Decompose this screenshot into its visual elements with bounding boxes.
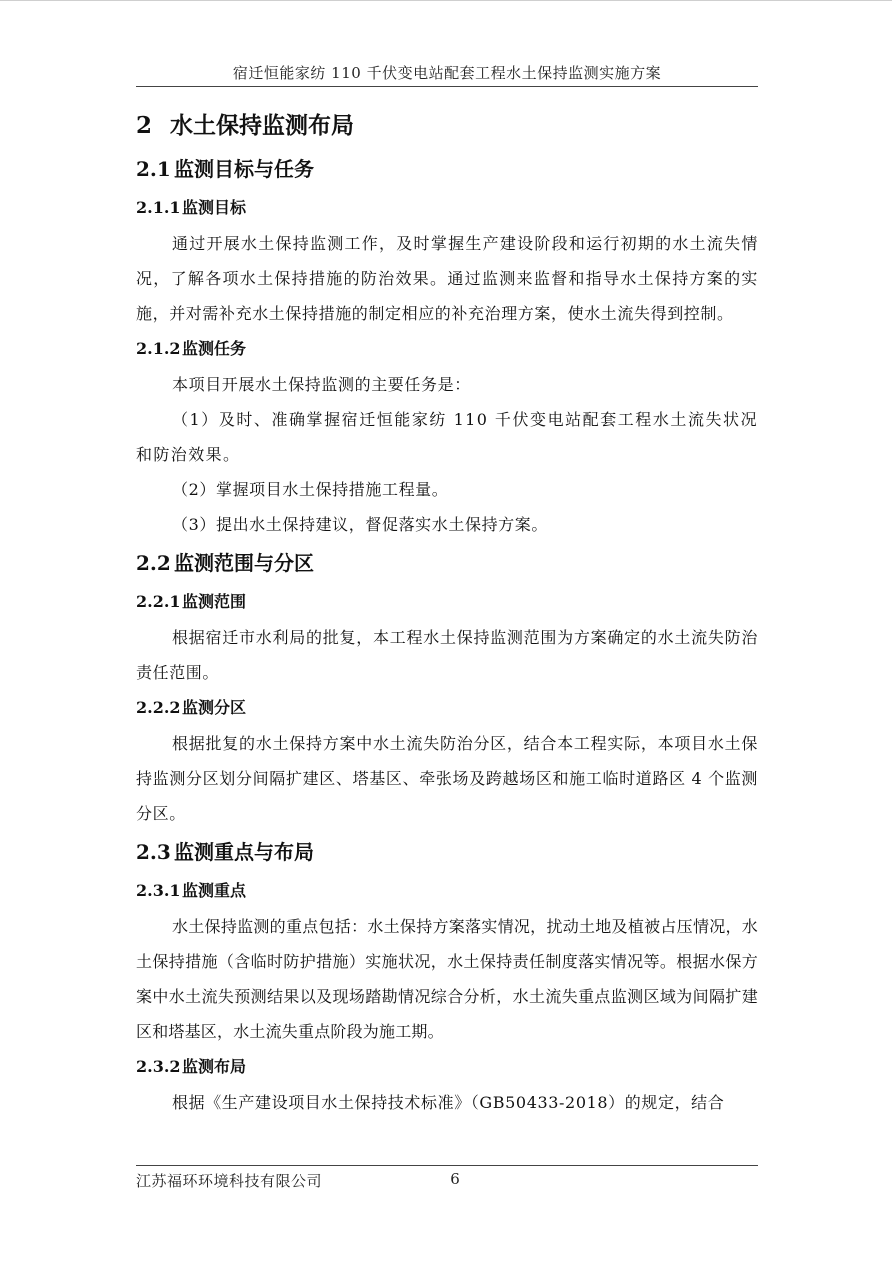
running-header: 宿迁恒能家纺 110 千伏变电站配套工程水土保持监测实施方案 [232, 64, 662, 82]
chapter-number: 2 [136, 112, 153, 139]
subsection-heading-2-3-2 [136, 1049, 758, 1085]
subsection-title: 监测重点 [182, 881, 247, 900]
paragraph-monitoring-layout: 根据《生产建设项目水土保持技术标准》（GB50433-2018）的规定，结合 [172, 1093, 725, 1112]
subsection-number: 2.2.1 [136, 592, 181, 611]
page-number: 6 [450, 1170, 460, 1188]
section-heading-2-3 [136, 831, 758, 873]
paragraph-monitoring-goal: 通过开展水土保持监测工作，及时掌握生产建设阶段和运行初期的水土流失情况，了解各项水土保持措施的防治效果。通过监测来监督和指导水土保持方案的实施，并对需补充水土保持措施的制定相应的补充治理方案，使水土流失得到控制。 [136, 234, 758, 323]
paragraph-monitoring-scope: 根据宿迁市水利局的批复，本工程水土保持监测范围为方案确定的水土流失防治责任范围。 [136, 628, 758, 682]
subsection-title: 监测目标 [182, 198, 247, 217]
paragraph-monitoring-zones: 根据批复的水土保持方案中水土流失防治分区，结合本工程实际，本项目水土保持监测分区划分间隔扩建区、塔基区、牵张场及跨越场区和施工临时道路区 4 个监测分区。 [136, 734, 758, 823]
subsection-heading-2-2-2 [136, 690, 758, 726]
list-item-task-1: （1）及时、准确掌握宿迁恒能家纺 110 千伏变电站配套工程水土流失状况和防治效果。 [136, 410, 758, 464]
footer-rule [136, 1165, 758, 1166]
subsection-heading-2-1-2 [136, 331, 758, 367]
section-title: 监测范围与分区 [174, 551, 314, 575]
section-title: 监测重点与布局 [174, 840, 314, 864]
section-heading-2-2 [136, 542, 758, 584]
section-number: 2.1 [136, 157, 171, 181]
section-heading-2-1 [136, 148, 758, 190]
subsection-title: 监测范围 [182, 592, 247, 611]
subsection-number: 2.3.1 [136, 881, 181, 900]
paragraph-monitoring-focus: 水土保持监测的重点包括：水土保持方案落实情况，扰动土地及植被占压情况，水土保持措施（含临时防护措施）实施状况，水土保持责任制度落实情况等。根据水保方案中水土流失预测结果以及现场踏勘情况综合分析，水土流失重点监测区域为间隔扩建区和塔基区，水土流失重点阶段为施工期。 [136, 917, 758, 1041]
subsection-heading-2-2-1 [136, 584, 758, 620]
subsection-title: 监测布局 [182, 1057, 247, 1076]
chapter-title: 水土保持监测布局 [170, 112, 354, 139]
subsection-number: 2.3.2 [136, 1057, 181, 1076]
list-item-task-2: （2）掌握项目水土保持措施工程量。 [172, 480, 449, 499]
page-top-border [0, 0, 892, 1]
paragraph-task-intro: 本项目开展水土保持监测的主要任务是： [172, 375, 471, 394]
subsection-title: 监测分区 [182, 698, 247, 717]
subsection-title: 监测任务 [182, 339, 247, 358]
subsection-heading-2-3-1 [136, 873, 758, 909]
chapter-heading [136, 104, 758, 148]
section-title: 监测目标与任务 [174, 157, 314, 181]
document-body [136, 104, 758, 1120]
list-item-task-3: （3）提出水土保持建议，督促落实水土保持方案。 [172, 515, 548, 534]
subsection-number: 2.2.2 [136, 698, 181, 717]
section-number: 2.2 [136, 551, 171, 575]
header-rule [136, 86, 758, 87]
subsection-number: 2.1.1 [136, 198, 181, 217]
subsection-heading-2-1-1 [136, 190, 758, 226]
section-number: 2.3 [136, 840, 171, 864]
footer-company-name: 江苏福环环境科技有限公司 [136, 1172, 323, 1190]
subsection-number: 2.1.2 [136, 339, 181, 358]
